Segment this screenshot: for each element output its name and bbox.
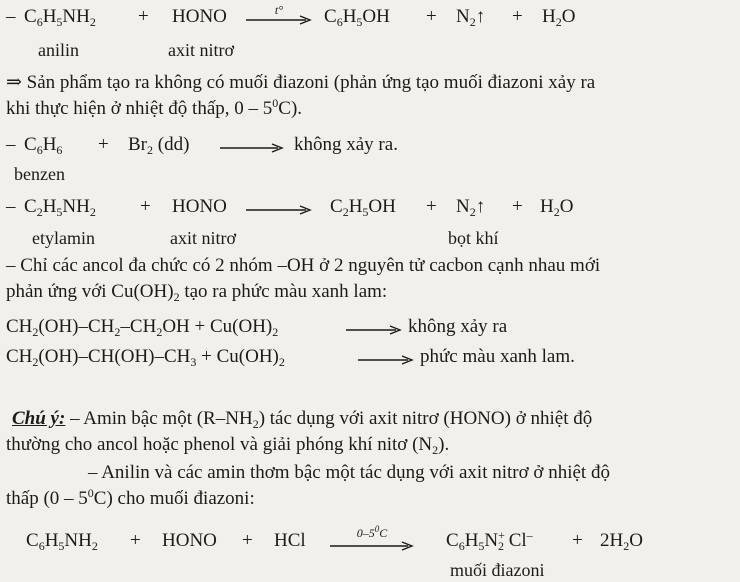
r2-label1: benzen (14, 164, 65, 184)
polyol-line1: – Chỉ các ancol đa chức có 2 nhóm –OH ở 2 nguyên tử cacbon cạnh nhau mới (6, 255, 601, 276)
r1-label2: axit nitrơ (168, 40, 235, 60)
reaction-arrow-icon (330, 523, 414, 553)
r3-label1: etylamin (32, 228, 95, 248)
reaction-arrow-icon (246, 2, 312, 27)
r3-plus1: + (140, 196, 151, 217)
note-line1: Chú ý: – Amin bậc một $(R-NH_2)$ tác dụng với axit nitrơ (HONO) ở nhiệt độ (12, 408, 593, 431)
r5-result: phức màu xanh lam. (420, 346, 575, 367)
r6-reactant2: HONO (162, 530, 217, 551)
r3-reactant2: HONO (172, 196, 227, 217)
conclusion-line1: ⇒ Sản phẩm tạo ra không có muối điazoni (phản ứng tạo muối điazoni xảy ra (6, 72, 596, 93)
r1-product1: $C_6H_5OH$ (324, 6, 390, 29)
r1-product3: $H_2O$ (542, 6, 576, 29)
reaction-arrow-icon (358, 353, 414, 367)
r6-reactant3: HCl (274, 530, 306, 551)
reaction-arrow-icon (346, 323, 402, 337)
note-line3: – Anilin và các amin thơm bậc một tác dụng với axit nitrơ ở nhiệt độ (88, 462, 610, 483)
r1-plus1: + (138, 6, 149, 27)
r1-plus2: + (426, 6, 437, 27)
r2-arrow (220, 136, 284, 158)
r5-reactants: $CH_2(OH)-CH(OH)-CH_3 + Cu(OH)_2$ (6, 346, 285, 369)
r6-plus2: + (242, 530, 253, 551)
note-label: Chú ý: (12, 408, 66, 429)
r3-product1: $C_2H_5OH$ (330, 196, 396, 219)
r3-product2: $N_2↑$ (456, 196, 486, 219)
r3-plus3: + (512, 196, 523, 217)
r1-reactant1: $C_6H_5NH_2$ (24, 6, 96, 29)
r3-dash: – (6, 196, 16, 217)
r2-reactant2: $Br_2$ (dd) (128, 134, 190, 157)
r6-plus1: + (130, 530, 141, 551)
r3-label3: bọt khí (448, 228, 499, 248)
r6-arrow (330, 523, 414, 556)
r4-arrow (346, 318, 402, 340)
r2-result: không xảy ra. (294, 134, 398, 155)
r6-label1: muối điazoni (450, 560, 545, 580)
r6-reactant1: $C_6H_5NH_2$ (26, 530, 98, 553)
r4-result: không xảy ra (408, 316, 508, 337)
r2-dash: – (6, 134, 16, 155)
r6-condition: $0-5^0C$ (356, 523, 388, 540)
r1-product2: $N_2↑$ (456, 6, 486, 29)
polyol-line2: phản ứng với $Cu(OH)_2$ tạo ra phức màu xanh lam: (6, 281, 388, 304)
r3-reactant1: $C_2H_5NH_2$ (24, 196, 96, 219)
r3-product3: $H_2O$ (540, 196, 574, 219)
r3-arrow (246, 198, 312, 220)
r1-plus3: + (512, 6, 523, 27)
reaction-arrow-icon (220, 141, 284, 155)
r1-condition: t° (274, 2, 284, 17)
r6-product2: $2H_2O$ (600, 530, 643, 553)
r1-reactant2: HONO (172, 6, 227, 27)
r6-product1: $C_6H_5N^+_2$ Cl– (446, 528, 533, 553)
r3-label2: axit nitrơ (170, 228, 237, 248)
note-line4: thấp $(0 - 5^0C)$ cho muối điazoni: (6, 486, 255, 509)
r6-plus3: + (572, 530, 583, 551)
reaction-arrow-icon (246, 203, 312, 217)
r1-dash: – (6, 6, 16, 27)
r1-label1: anilin (38, 40, 79, 60)
r3-plus2: + (426, 196, 437, 217)
note-line2: thường cho ancol hoặc phenol và giải phóng khí nitơ $(N_2)$. (6, 434, 450, 457)
r2-reactant1: $C_6H_6$ (24, 134, 63, 157)
conclusion-line2: khi thực hiện ở nhiệt độ thấp, $0 - 5^0C$). (6, 96, 303, 119)
r5-arrow (358, 348, 414, 370)
r4-reactants: $CH_2(OH)-CH_2-CH_2OH + Cu(OH)_2$ (6, 316, 279, 339)
r1-arrow (246, 2, 312, 30)
r2-plus1: + (98, 134, 109, 155)
